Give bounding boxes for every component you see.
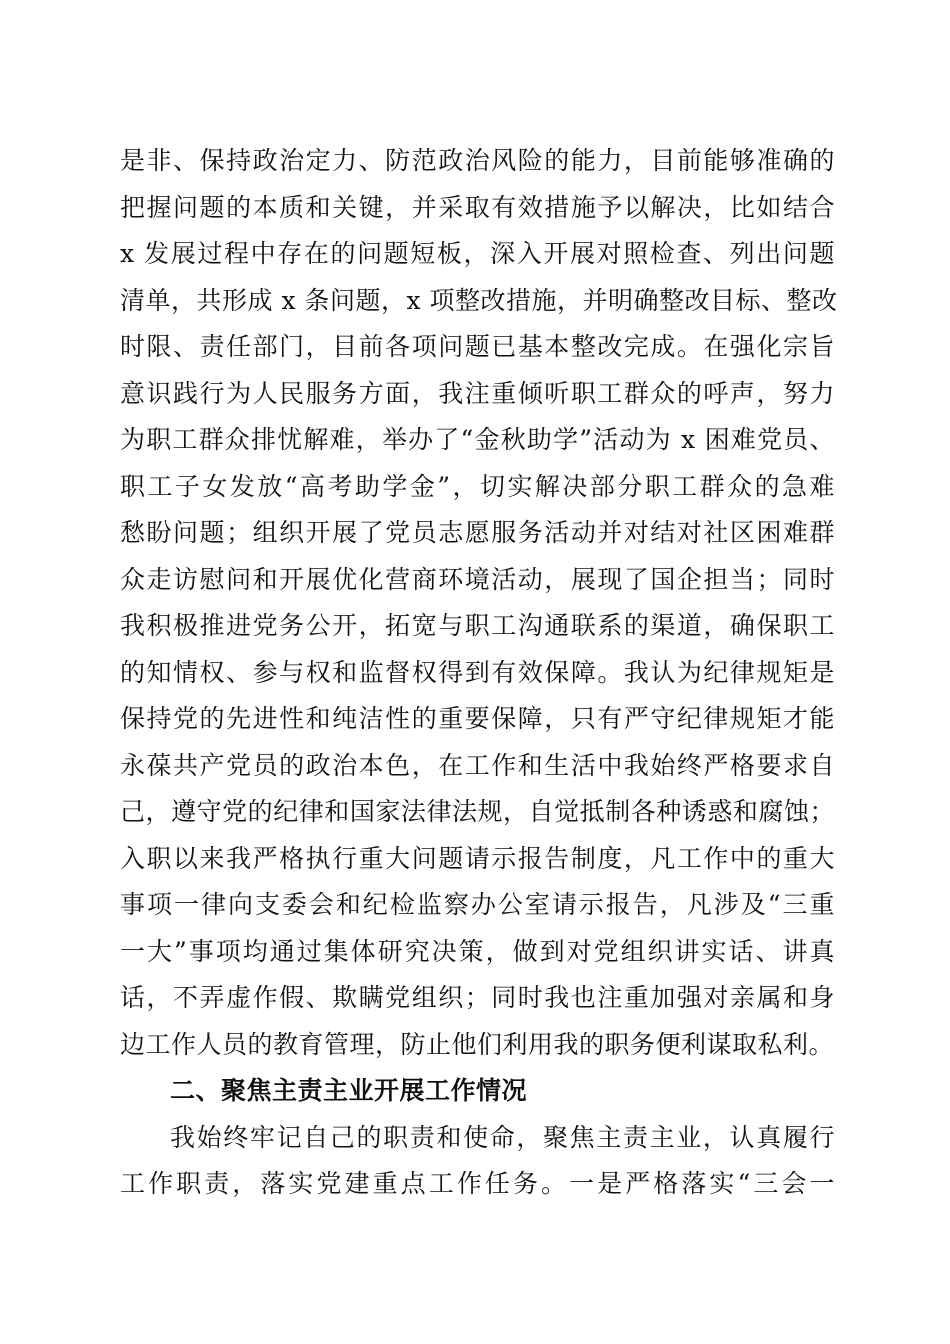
- text-line: 保持党的先进性和纯洁性的重要保障，只有严守纪律规矩才能: [120, 704, 835, 733]
- text-line: 意识践行为人民服务方面，我注重倾听职工群众的呼声，努力: [120, 378, 835, 408]
- document-body: [120, 138, 838, 1208]
- text-line: 职工子女发放“高考助学金”，切实解决部分职工群众的急难: [120, 471, 835, 501]
- text-line: 时限、责任部门，目前各项问题已基本整改完成。在强化宗旨: [120, 332, 835, 361]
- text-line: 清单，共形成 x 条问题，x 项整改措施，并明确整改目标、整改: [120, 285, 838, 315]
- text-line: 边工作人员的教育管理，防止他们利用我的职务便利谋取私利。: [120, 1029, 835, 1059]
- text-line: 愁盼问题；组织开展了党员志愿服务活动并对结对社区困难群: [120, 518, 835, 547]
- text-line: 的知情权、参与权和监督权得到有效保障。我认为纪律规矩是: [120, 657, 835, 687]
- text-line: 是非、保持政治定力、防范政治风险的能力，目前能够准确的: [120, 146, 835, 175]
- text-line: 众走访慰问和开展优化营商环境活动，展现了国企担当；同时: [120, 564, 835, 594]
- text-line: 把握问题的本质和关键，并采取有效措施予以解决，比如结合: [120, 192, 835, 222]
- text-line: 入职以来我严格执行重大问题请示报告制度，凡工作中的重大: [120, 843, 835, 873]
- text-line: 一大”事项均通过集体研究决策，做到对党组织讲实话、讲真: [120, 936, 835, 966]
- text-line: x 发展过程中存在的问题短板，深入开展对照检查、列出问题: [120, 239, 835, 268]
- text-line: 己，遵守党的纪律和国家法律法规，自觉抵制各种诱惑和腐蚀；: [120, 797, 835, 826]
- text-line: 我积极推进党务公开，拓宽与职工沟通联系的渠道，确保职工: [120, 611, 835, 640]
- section-heading: 二、聚焦主责主业开展工作情况: [170, 1076, 528, 1105]
- paragraph-1: [120, 138, 838, 1068]
- text-line: 工作职责，落实党建重点工作任务。一是严格落实“三会一: [120, 1169, 835, 1198]
- text-line: 事项一律向支委会和纪检监察办公室请示报告，凡涉及“三重: [120, 890, 835, 919]
- text-line: 为职工群众排忧解难，举办了“金秋助学”活动为 x 困难党员、: [120, 425, 835, 454]
- text-line: 我始终牢记自己的职责和使命，聚焦主责主业，认真履行: [170, 1122, 835, 1152]
- paragraph-2: [120, 1115, 835, 1208]
- text-line: 永葆共产党员的政治本色，在工作和生活中我始终严格要求自: [120, 750, 835, 780]
- text-line: 话，不弄虚作假、欺瞒党组织；同时我也注重加强对亲属和身: [120, 983, 835, 1012]
